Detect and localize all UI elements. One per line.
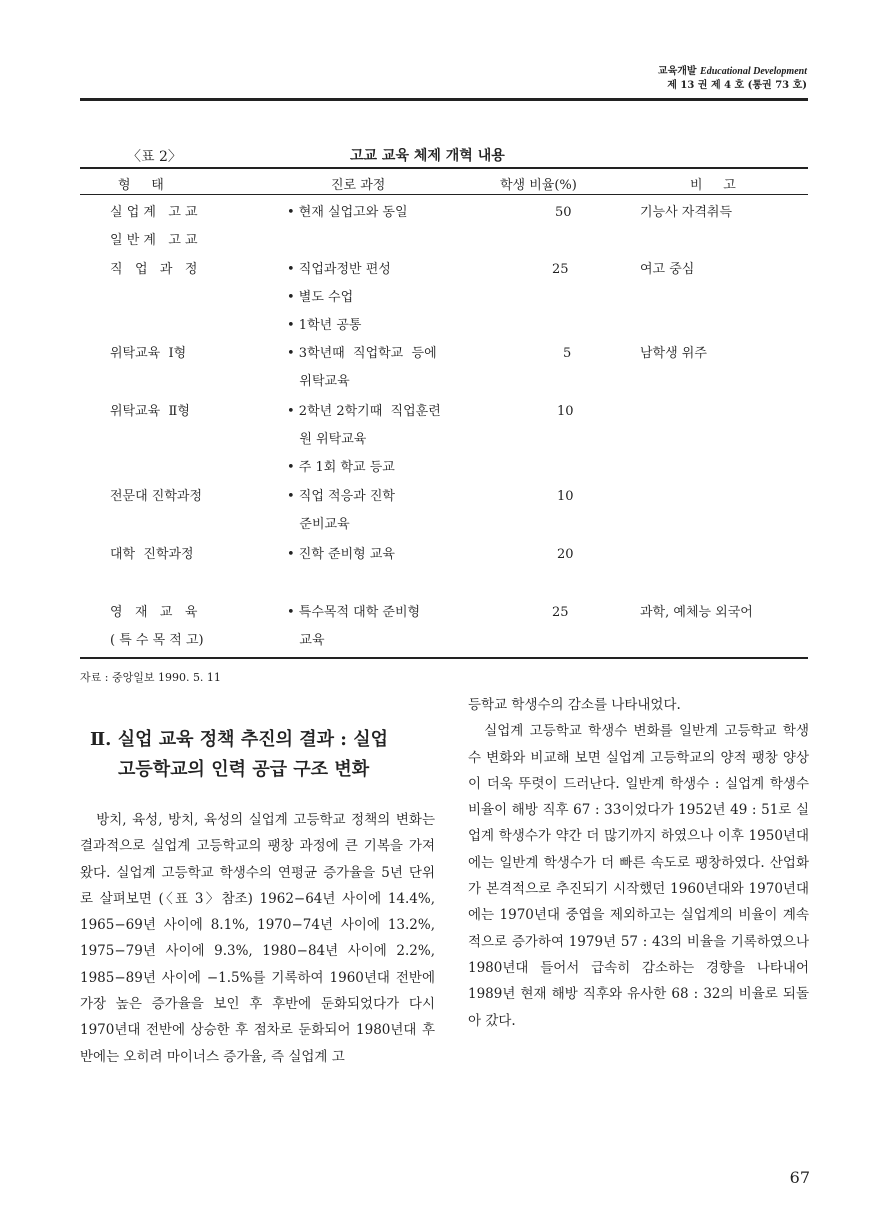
row-7-course-1: • 특수목적 대학 준비형 xyxy=(287,605,421,620)
row-1-type-2: 일 반 계 고 교 xyxy=(110,233,198,248)
row-1-type-1: 실 업 계 고 교 xyxy=(110,205,198,220)
col-header-type: 형 태 xyxy=(118,178,164,193)
col-header-ratio: 학생 비율(%) xyxy=(500,178,577,193)
row-3-course-1: • 3학년때 직업학교 등에 xyxy=(287,346,437,361)
body-column-right xyxy=(468,692,809,1034)
row-2-course-3: • 1학년 공통 xyxy=(287,318,362,333)
row-7-type-2: ( 특 수 목 적 고) xyxy=(110,633,204,648)
row-2-note: 여고 중심 xyxy=(640,262,695,277)
row-5-type-1: 전문대 진학과정 xyxy=(110,489,203,504)
journal-title-en: Educational Development xyxy=(700,66,807,77)
journal-title xyxy=(600,62,807,77)
row-2-course-1: • 직업과정반 편성 xyxy=(287,262,391,277)
col-header-note: 비 고 xyxy=(690,178,736,193)
col-header-course: 진로 과정 xyxy=(331,178,386,193)
body-column-left xyxy=(80,807,435,1070)
row-6-type-1: 대학 진학과정 xyxy=(110,547,194,562)
table-title: 고교 교육 체제 개혁 내용 xyxy=(350,148,505,164)
table-source: 자료 : 중앙일보 1990. 5. 11 xyxy=(80,671,221,684)
header-rule xyxy=(80,98,808,101)
table-header-rule xyxy=(80,194,808,195)
row-2-type-1: 직 업 과 정 xyxy=(110,262,198,277)
row-7-type-1: 영 재 교 육 xyxy=(110,605,198,620)
row-3-ratio: 5 xyxy=(563,346,572,361)
row-1-ratio: 50 xyxy=(555,205,572,220)
row-5-course-1: • 직업 적응과 진학 xyxy=(287,489,395,504)
row-3-type-1: 위탁교육 Ⅰ형 xyxy=(110,346,187,361)
row-4-course-3: • 주 1회 학교 등교 xyxy=(287,460,395,475)
body-paragraph-right: 실업계 고등학교 학생수 변화를 일반계 고등학교 학생수 변화와 비교해 보면 실업계 고등학교의 양적 팽창 양상이 더욱 뚜렷이 드러난다. 일반계 학생수 : 실업계 학생수 비율이 해방 직후 67 : 33이었다가 1952년 49 : 51로 실업계 학생수가 약간 더 많기까지 하였으나 이후 1950년대에는 일반계 학생수가 더 빠른 속도로 팽창하였다. 산업화가 본격적으로 추진되기 시작했던 1960년대와 1970년대에는 1970년대 중엽을 제외하고는 실업계의 비율이 계속적으로 증가하여 1979년 57 : 43의 비율을 기록하였으나 1980년대 들어서 급속히 감소하는 경향을 나타내어 1989년 현재 해방 직후와 유사한 68 : 32의 비율로 되돌아 갔다. xyxy=(468,723,809,1029)
table-top-rule xyxy=(80,167,808,169)
table-label: 〈표 2〉 xyxy=(127,149,182,165)
row-7-note: 과학, 예체능 외국어 xyxy=(640,605,753,620)
row-4-type-1: 위탁교육 Ⅱ형 xyxy=(110,404,190,419)
row-7-course-2: 교육 xyxy=(287,633,325,648)
row-6-ratio: 20 xyxy=(557,547,574,562)
row-3-course-2: 위탁교육 xyxy=(287,374,350,389)
page-number: 67 xyxy=(789,1168,810,1187)
row-4-course-2: 원 위탁교육 xyxy=(287,432,367,447)
table-bottom-rule xyxy=(80,657,808,659)
body-paragraph-left: 방치, 육성, 방치, 육성의 실업계 고등학교 정책의 변화는 결과적으로 실업계 고등학교의 팽창 과정에 큰 기복을 가져 왔다. 실업계 고등학교 학생수의 연평균 증가율을 5년 단위로 살펴보면 (〈표 3〉참조) 1962−64년 사이에 14.4%, 1965−69년 사이에 8.1%, 1970−74년 사이에 13.2%, 1975−79년 사이에 9.3%, 1980−84년 사이에 2.2%, 1985−89년 사이에 −1.5%를 기록하여 1960년대 전반에 가장 높은 증가율을 보인 후 후반에 둔화되었다가 다시 1970년대 전반에 상승한 후 점차로 둔화되어 1980년대 후반에는 오히려 마이너스 증가율, 즉 실업계 고 xyxy=(80,812,435,1065)
row-2-course-2: • 별도 수업 xyxy=(287,290,354,305)
journal-title-ko: 교육개발 xyxy=(657,66,697,77)
row-3-note: 남학생 위주 xyxy=(640,346,707,361)
issue-info: 제 13 권 제 4 호 (통권 73 호) xyxy=(667,80,807,91)
row-1-note: 기능사 자격취득 xyxy=(640,205,733,220)
row-6-course-1: • 진학 준비형 교육 xyxy=(287,547,395,562)
section-heading-line-2: 고등학교의 인력 공급 구조 변화 xyxy=(118,759,370,780)
row-1-course-1: • 현재 실업고와 동일 xyxy=(287,205,408,220)
row-5-ratio: 10 xyxy=(557,489,574,504)
body-paragraph-continuation: 등학교 학생수의 감소를 나타내었다. xyxy=(468,697,681,713)
row-4-course-1: • 2학년 2학기때 직업훈련 xyxy=(287,404,441,419)
row-4-ratio: 10 xyxy=(557,404,574,419)
row-7-ratio: 25 xyxy=(552,605,569,620)
row-2-ratio: 25 xyxy=(552,262,569,277)
section-heading-line-1: Ⅱ. 실업 교육 정책 추진의 결과 : 실업 xyxy=(90,729,388,750)
row-5-course-2: 준비교육 xyxy=(287,517,350,532)
